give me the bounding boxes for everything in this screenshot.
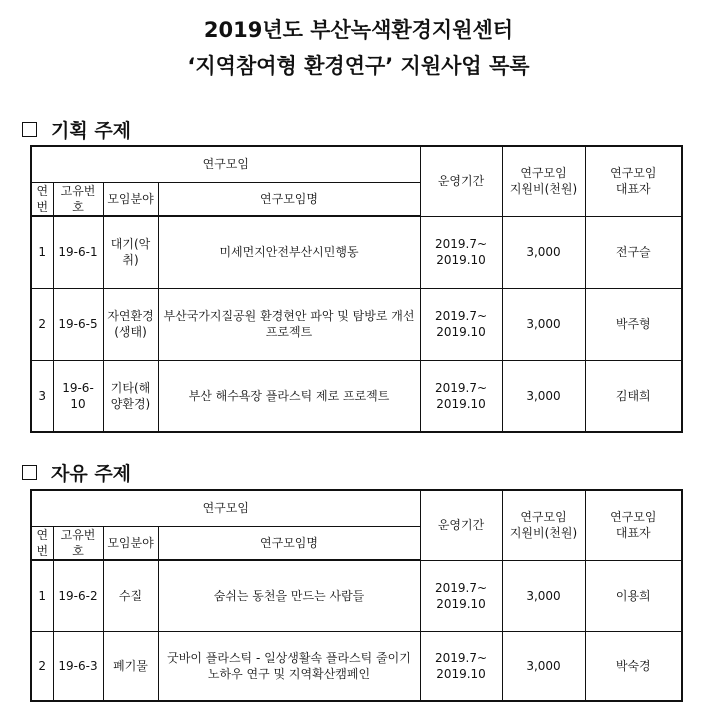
- header-period: 운영기간: [420, 146, 502, 216]
- header-name: 연구모임명: [158, 526, 420, 560]
- table-row: 1 19-6-2 수질 숨쉬는 동천을 만드는 사람들 2019.7~ 2019.10 3,000 이용희: [31, 560, 682, 631]
- document-title-line2: ‘지역참여형 환경연구’ 지원사업 목록: [187, 54, 530, 78]
- checkbox-square-icon: [22, 122, 37, 137]
- header-field: 모임분야: [103, 182, 158, 216]
- header-no: 연번: [31, 182, 53, 216]
- header-rep: 연구모임 대표자: [585, 146, 682, 216]
- header-field: 모임분야: [103, 526, 158, 560]
- header-id: 고유번호: [53, 526, 103, 560]
- section-heading-planned: [22, 116, 131, 143]
- header-rep: 연구모임 대표자: [585, 490, 682, 560]
- section-heading-free: [22, 459, 131, 486]
- table-row: 2 19-6-5 자연환경(생태) 부산국가지질공원 환경현안 파악 및 탐방로 개선 프로젝트 2019.7~ 2019.10 3,000 박주형: [31, 288, 682, 360]
- table-row: 1 19-6-1 대기(악취) 미세먼지안전부산시민행동 2019.7~ 2019.10 3,000 전구슬: [31, 216, 682, 288]
- header-budget: 연구모임 지원비(천원): [502, 490, 585, 560]
- header-budget: 연구모임 지원비(천원): [502, 146, 585, 216]
- document-title-line1: 2019년도 부산녹색환경지원센터: [203, 18, 514, 42]
- section-heading-text: 기획 주제: [51, 120, 132, 142]
- header-period: 운영기간: [420, 490, 502, 560]
- header-group: 연구모임: [31, 146, 420, 182]
- table-row: 2 19-6-3 폐기물 굿바이 플라스틱 - 일상생활속 플라스틱 줄이기 노하우 연구 및 지역확산캠페인 2019.7~ 2019.10 3,000 박숙경: [31, 631, 682, 701]
- header-no: 연번: [31, 526, 53, 560]
- table-row: 3 19-6-10 기타(해양환경) 부산 해수욕장 플라스틱 제로 프로젝트 2019.7~ 2019.10 3,000 김태희: [31, 360, 682, 432]
- planned-topics-table: [30, 145, 683, 433]
- header-name: 연구모임명: [158, 182, 420, 216]
- header-group: 연구모임: [31, 490, 420, 526]
- free-topics-table: [30, 489, 683, 702]
- section-heading-text: 자유 주제: [51, 463, 132, 485]
- checkbox-square-icon: [22, 465, 37, 480]
- header-id: 고유번호: [53, 182, 103, 216]
